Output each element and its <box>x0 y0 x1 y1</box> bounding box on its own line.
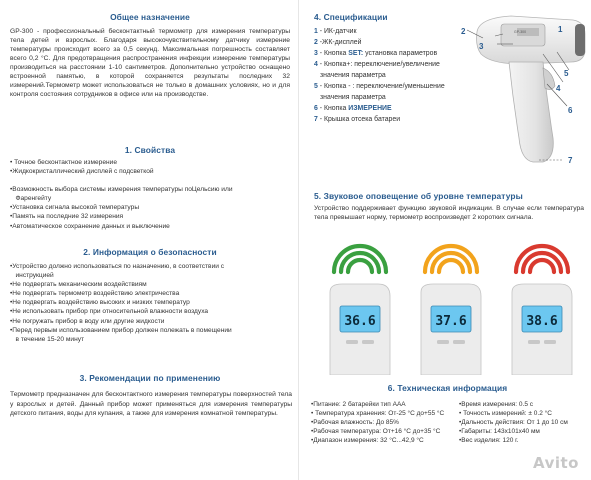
list-item: в течение 15-20 минут <box>10 335 85 343</box>
spec-item: 6 - Кнопка ИЗМЕРЕНИЕ <box>314 105 392 112</box>
list-item: Фаренгейту <box>10 195 52 203</box>
spec-item: значения параметра <box>320 94 386 101</box>
reading-elevated <box>411 240 491 375</box>
callout-5: 5 <box>564 69 569 78</box>
callout-2: 2 <box>461 27 466 36</box>
list-item: •Установка сигнала высокой температуры <box>10 204 140 212</box>
list-item: •Устройство должно использоваться по назначению, в соответствии с <box>10 263 225 270</box>
thermometer-green-icon <box>320 240 400 375</box>
thermometer-orange-icon <box>411 240 491 375</box>
general-purpose-text <box>10 27 290 99</box>
device-button <box>362 340 374 344</box>
spec-item: 3 - Кнопка SET: установка параметров <box>314 50 438 57</box>
device-button <box>544 340 556 344</box>
list-item: инструкцией <box>10 272 54 280</box>
list-item: •Время измерения: 0.5 с <box>459 401 534 408</box>
list-item: •Перед первым использованием прибор должен полежать в помещении <box>10 326 232 334</box>
sound-wave-icon <box>530 260 554 272</box>
specs-list <box>314 26 464 125</box>
reading-normal <box>320 240 400 375</box>
list-item: •Не подвергать термометр воздействию электричества <box>10 290 180 298</box>
list-item: •Рабочая температура: От+16 °С до+35 °С <box>311 428 441 435</box>
list-item: •Вес изделия: 120 г. <box>459 437 519 444</box>
list-item: •Жидкокристаллический дисплей с подсветкой <box>10 168 154 176</box>
list-item: •Память на последние 32 измерения <box>10 213 124 221</box>
device-button <box>453 340 465 344</box>
temperature-reading: 36.6 <box>344 314 376 329</box>
list-item: •Возможность выбора системы измерения температуры поЦельсию или <box>10 186 233 194</box>
list-item: •Рабочая влажность: До 85% <box>311 419 399 426</box>
callout-4: 4 <box>556 84 561 93</box>
list-item: •Не погружать прибор в воду или другие жидкости <box>10 317 165 325</box>
tech-heading: 6. Техническая информация <box>387 383 508 393</box>
sound-wave-icon <box>439 260 463 272</box>
device-model-label: GP-300 <box>514 30 527 34</box>
properties-heading: 1. Свойства <box>124 145 176 155</box>
spec-item: 5 - Кнопка - : переключение/уменьшение <box>314 83 445 90</box>
beep-illustrations <box>320 240 582 375</box>
column-divider <box>298 0 299 480</box>
safety-heading: 2. Информация о безопасности <box>83 247 217 257</box>
specs-heading: 4. Спецификации <box>314 12 388 22</box>
list-item: •Дальность действия: От 1 до 10 см <box>459 419 568 426</box>
list-item: •Габариты: 143х101х40 мм <box>459 428 540 435</box>
beep-heading: 5. Звуковое оповещение об уровне температуры <box>314 191 523 201</box>
spec-item: 1 - ИК-датчик <box>314 28 357 35</box>
tech-info <box>311 400 587 460</box>
callout-7: 7 <box>568 156 573 165</box>
list-item: •Питание: 2 батарейки тип ААА <box>311 401 406 408</box>
list-item: • Точное бесконтактное измерение <box>10 159 117 166</box>
reading-high <box>502 240 582 375</box>
spec-item: 7 - Крышка отсека батареи <box>314 116 401 123</box>
tech-right-list <box>459 400 568 445</box>
spec-item: 2 -ЖК-дисплей <box>314 39 362 46</box>
right-column <box>306 0 589 480</box>
temperature-reading: 38.6 <box>526 314 558 329</box>
list-item: •Не подвергать механическим воздействиям <box>10 281 147 289</box>
spec-item: значения параметра <box>320 72 386 79</box>
list-item: • Температура хранения: От-25 °С до+55 °С <box>311 410 445 417</box>
properties-list <box>10 158 294 231</box>
recommendations-heading: 3. Рекомендации по применению <box>79 373 221 383</box>
general-purpose-heading: Общее назначение <box>110 12 190 22</box>
device-button <box>528 340 540 344</box>
list-item: •Не подвергать воздействию высоких и низких температур <box>10 299 190 307</box>
sound-wave-icon <box>348 260 372 272</box>
temperature-reading: 37.6 <box>435 314 467 329</box>
thermometer-red-icon <box>502 240 582 375</box>
list-item: •Диапазон измерения: 32 °С...42,9 °С <box>311 437 424 444</box>
recommendations-text: Термометр предназначен для бесконтактного измерения температуры поверхностей тела у взрослых и детей. Данный прибор может применяться для измерения температуры детского питания, воды для купания, а также для измерения комнатной температуры. <box>10 391 292 418</box>
callout-1: 1 <box>558 25 563 34</box>
beep-text: Устройство поддерживает функцию звуковой индикации. В случае если температура тела превышает норму, термометр воспроизведет 2 коротких сигнала. <box>314 205 584 221</box>
left-column <box>6 0 294 480</box>
safety-list <box>10 262 294 344</box>
callout-6: 6 <box>568 106 573 115</box>
callout-3: 3 <box>479 42 484 51</box>
list-item: •Не использовать прибор при относительной влажности воздуха <box>10 308 209 316</box>
tech-left-list <box>311 400 444 445</box>
spec-item: 4 - Кнопка+: переключение/увеличение <box>314 61 440 68</box>
list-item: • Точность измерений: ± 0.2 °С <box>459 410 552 417</box>
device-button <box>346 340 358 344</box>
avito-watermark: Avito <box>533 454 579 472</box>
list-item: •Автоматическое сохранение данных и выключение <box>10 222 170 230</box>
device-button <box>437 340 449 344</box>
list-item <box>10 176 294 185</box>
general-purpose-body: GP-300 - профессиональный бесконтактный термометр для измерения температуры тела детей и взрослых. Благодаря высокочувствительному датчику измерение температуры происходит всего за 0,5 секунд. Максимальная погрешность составляет всего 0,2 °С. Для предотвращения распространения инфекции измерение температуры производиться на расстоянии 1-10 сантиметров. Дополнительно устройство оснащено встроенной памятью, в которой сохраняется результаты последних 32 измерений.Термометр может использоваться не только в домашних условиях, но и для контроля состояния сотрудников в офисе или на производстве. <box>10 28 290 98</box>
